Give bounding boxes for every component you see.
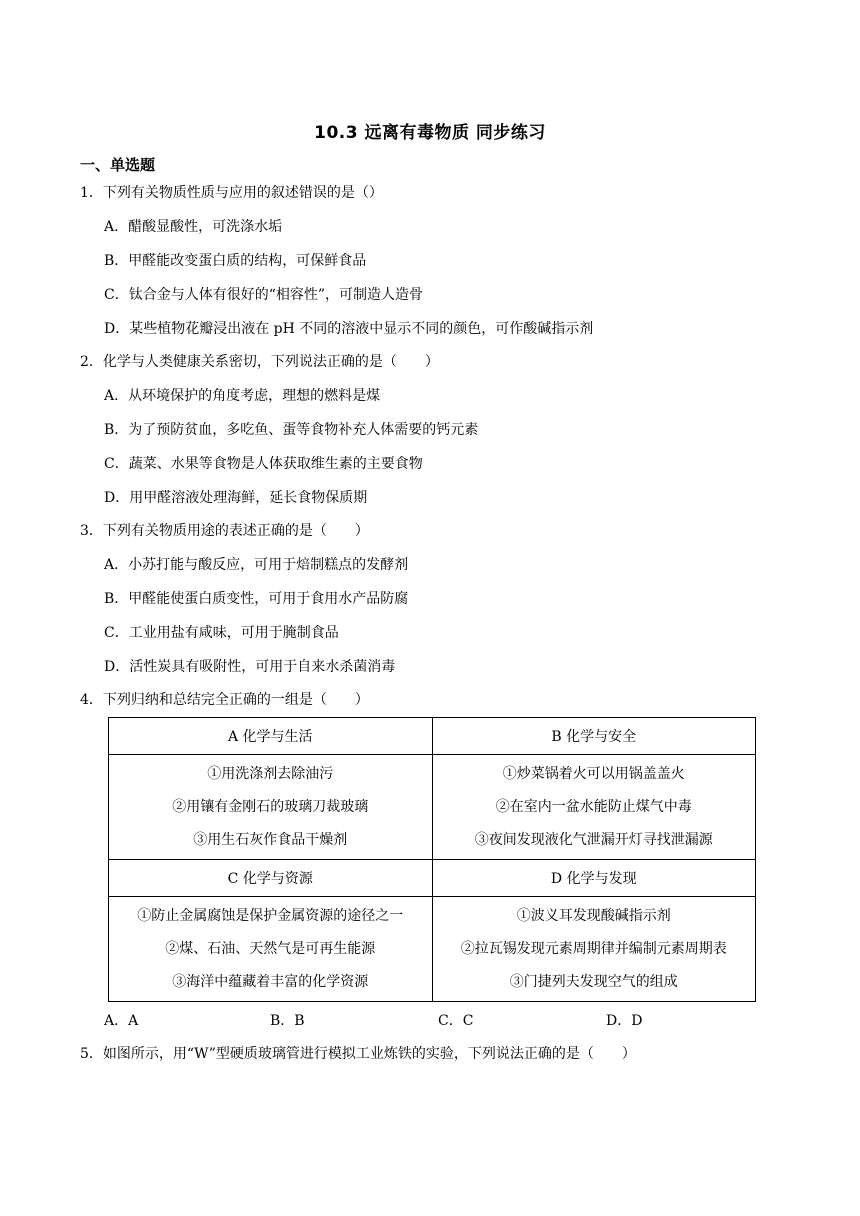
question-1-stem: 1．下列有关物质性质与应用的叙述错误的是（） (80, 185, 383, 201)
question-1-option-b: B．甲醛能改变蛋白质的结构，可保鲜食品 (104, 253, 367, 269)
question-3-option-d: D．活性炭具有吸附性，可用于自来水杀菌消毒 (104, 659, 396, 675)
question-2-option-c: C．蔬菜、水果等食物是人体获取维生素的主要食物 (104, 456, 423, 472)
question-4-table (108, 717, 756, 1002)
question-4-option-a: A．A (104, 1013, 139, 1029)
question-3-stem: 3．下列有关物质用途的表述正确的是（ ） (80, 523, 369, 539)
table-c-item-3: ③海洋中蕴藏着丰富的化学资源 (172, 973, 369, 990)
question-3-option-c: C．工业用盐有咸味，可用于腌制食品 (104, 625, 339, 641)
question-1-option-a: A．醋酸显酸性，可洗涤水垢 (104, 219, 283, 235)
table-d-item-2: ②拉瓦锡发现元素周期律并编制元素周期表 (460, 940, 727, 957)
question-2-option-d: D．用甲醛溶液处理海鲜，延长食物保质期 (104, 490, 368, 506)
table-b-item-3: ③夜间发现液化气泄漏开灯寻找泄漏源 (474, 831, 713, 848)
question-4-option-d: D．D (606, 1013, 643, 1029)
table-d-item-3: ③门捷列夫发现空气的组成 (509, 973, 678, 990)
question-3-option-a: A．小苏打能与酸反应，可用于焙制糕点的发酵剂 (104, 557, 409, 573)
table-header-d: D 化学与发现 (432, 860, 756, 897)
table-b-item-1: ①炒菜锅着火可以用锅盖盖火 (502, 765, 685, 782)
table-c-item-2: ②煤、石油、天然气是可再生能源 (165, 940, 376, 957)
table-cell-a (109, 755, 433, 860)
table-d-item-1: ①波义耳发现酸碱指示剂 (516, 907, 671, 924)
question-1-option-c: C．钛合金与人体有很好的“相容性”，可制造人造骨 (104, 287, 424, 303)
section-heading: 一、单选题 (80, 156, 156, 174)
page-title: 10.3 远离有毒物质 同步练习 (314, 123, 546, 143)
question-2-stem: 2．化学与人类健康关系密切，下列说法正确的是（ ） (80, 354, 439, 370)
table-header-b: B 化学与安全 (432, 718, 756, 755)
table-cell-c (109, 897, 433, 1002)
question-1-option-d: D．某些植物花瓣浸出液在 pH 不同的溶液中显示不同的颜色，可作酸碱指示剂 (104, 321, 594, 337)
table-a-item-1: ①用洗涤剂去除油污 (207, 765, 334, 782)
table-header-a: A 化学与生活 (109, 718, 433, 755)
question-3-option-b: B．甲醛能使蛋白质变性，可用于食用水产品防腐 (104, 591, 409, 607)
table-cell-d (432, 897, 756, 1002)
table-c-item-1: ①防止金属腐蚀是保护金属资源的途径之一 (137, 907, 404, 924)
question-4-stem: 4．下列归纳和总结完全正确的一组是（ ） (80, 692, 369, 708)
table-a-item-3: ③用生石灰作食品干燥剂 (193, 831, 348, 848)
table-a-item-2: ②用镶有金刚石的玻璃刀裁玻璃 (172, 798, 369, 815)
table-header-c: C 化学与资源 (109, 860, 433, 897)
question-4-option-c: C．C (438, 1013, 474, 1029)
table-cell-b (432, 755, 756, 860)
question-4-option-b: B．B (270, 1013, 305, 1029)
question-2-option-a: A．从环境保护的角度考虑，理想的燃料是煤 (104, 388, 381, 404)
table-b-item-2: ②在室内一盆水能防止煤气中毒 (495, 798, 692, 815)
question-2-option-b: B．为了预防贫血，多吃鱼、蛋等食物补充人体需要的钙元素 (104, 422, 479, 438)
question-5-stem: 5．如图所示，用“W”型硬质玻璃管进行模拟工业炼铁的实验，下列说法正确的是（ ） (80, 1046, 636, 1062)
